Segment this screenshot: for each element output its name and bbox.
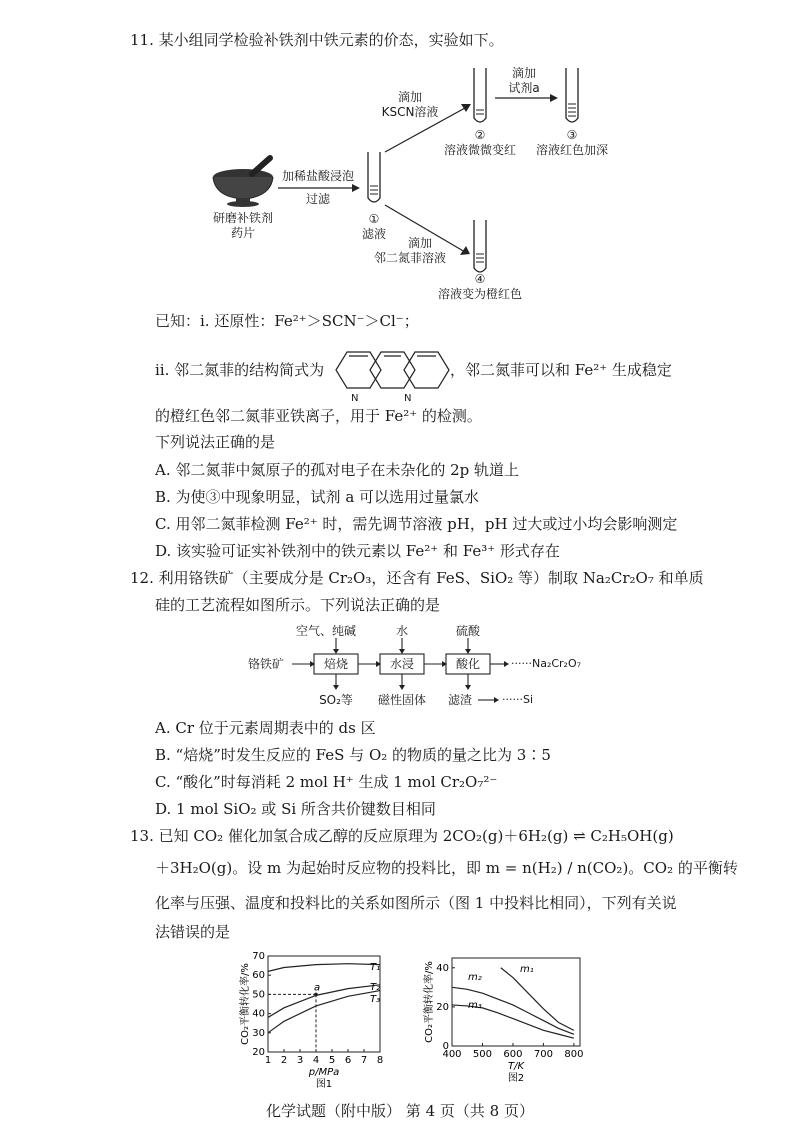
y-tick-label: 50 bbox=[252, 989, 265, 1001]
q13-stem-2: ＋3H₂O(g)。设 m 为起始时反应物的投料比，即 m = n(H₂) / n(CO₂)。CO₂ 的平衡转 bbox=[155, 859, 738, 877]
flow-output: ······Na₂Cr₂O₇ bbox=[511, 657, 582, 670]
q12-stem-2: 硅的工艺流程如图所示。下列说法正确的是 bbox=[155, 596, 441, 614]
y-axis-label: CO₂平衡转化率/% bbox=[240, 963, 251, 1045]
flow-box-1: 焙烧 bbox=[323, 657, 349, 671]
reagent-a-label-1: 滴加 bbox=[511, 66, 537, 80]
x-tick-label: 8 bbox=[376, 1055, 384, 1066]
y-tick-label: 40 bbox=[252, 1008, 265, 1020]
tube1-number: ① bbox=[368, 212, 380, 226]
q11-option-a: A. 邻二氮菲中氮原子的孤对电子在未杂化的 2p 轨道上 bbox=[155, 461, 520, 479]
x-axis-label: T/K bbox=[507, 1061, 525, 1072]
flow-bottom-3: 滤渣 bbox=[447, 693, 473, 707]
series-line-1 bbox=[268, 964, 380, 972]
series-line-1 bbox=[501, 968, 574, 1031]
series-label-2: T₂ bbox=[370, 982, 381, 993]
flow-input: 铬铁矿 bbox=[248, 657, 285, 671]
tube4-number: ④ bbox=[474, 272, 486, 286]
x-tick-label: 600 bbox=[503, 1049, 523, 1060]
figure-caption: 图2 bbox=[507, 1073, 525, 1084]
q12-option-d: D. 1 mol SiO₂ 或 Si 所含共价键数目相同 bbox=[155, 800, 436, 818]
series-label-3: T₃ bbox=[370, 994, 381, 1005]
x-axis-label: p/MPa bbox=[308, 1067, 340, 1078]
q11-known-2a: ⅱ. 邻二氮菲的结构简式为 bbox=[155, 361, 325, 379]
series-label-1: T₁ bbox=[370, 962, 381, 973]
x-tick-label: 7 bbox=[360, 1055, 368, 1066]
y-axis-label: CO₂平衡转化率/% bbox=[424, 961, 435, 1043]
page-footer: 化学试题（附中版） 第 4 页（共 8 页） bbox=[266, 1102, 534, 1120]
point-a-label: a bbox=[314, 982, 321, 994]
x-tick-label: 6 bbox=[344, 1055, 352, 1066]
test-tube-2-icon bbox=[474, 68, 486, 122]
phen-label-2: 邻二氮菲溶液 bbox=[373, 251, 447, 265]
y-tick-label: 20 bbox=[252, 1047, 265, 1058]
tube3-number: ③ bbox=[566, 128, 578, 142]
tube4-label: 溶液变为橙红色 bbox=[437, 287, 523, 301]
tube3-label: 溶液红色加深 bbox=[535, 143, 609, 157]
tube1-label: 滤液 bbox=[361, 227, 387, 241]
series-label-2: m₂ bbox=[468, 972, 482, 983]
q13-stem-4: 法错误的是 bbox=[155, 923, 231, 941]
test-tube-4-icon bbox=[474, 220, 486, 272]
flow-top-3: 硫酸 bbox=[455, 624, 481, 638]
kscn-label-2: KSCN溶液 bbox=[381, 105, 439, 119]
structure-n2: N bbox=[404, 393, 412, 404]
y-tick-label: 70 bbox=[252, 951, 265, 962]
q11-known-2b: ，邻二氮菲可以和 Fe²⁺ 生成稳定 bbox=[450, 361, 672, 379]
series-label-1: m₁ bbox=[520, 964, 534, 975]
figure-2-chart bbox=[420, 950, 590, 1095]
series-line-3 bbox=[268, 991, 380, 1033]
y-tick-label: 40 bbox=[436, 962, 449, 974]
y-tick-label: 20 bbox=[436, 1001, 449, 1013]
kscn-label-1: 滴加 bbox=[397, 90, 423, 104]
x-tick-label: 4 bbox=[312, 1055, 320, 1066]
x-tick-label: 1 bbox=[264, 1055, 272, 1066]
tube2-number: ② bbox=[474, 128, 486, 142]
q11-ask: 下列说法正确的是 bbox=[155, 433, 276, 451]
flow-box-2: 水浸 bbox=[389, 657, 415, 671]
flow-top-2: 水 bbox=[395, 624, 409, 638]
flow-box-3: 酸化 bbox=[455, 657, 481, 671]
mortar-pestle-icon bbox=[213, 158, 273, 207]
q12-option-c: C. “酸化”时每消耗 2 mol H⁺ 生成 1 mol Cr₂O₇²⁻ bbox=[155, 773, 498, 791]
flow-bottom-1: SO₂等 bbox=[319, 693, 353, 707]
flow-top-1: 空气、纯碱 bbox=[295, 624, 357, 638]
series-line-2 bbox=[268, 985, 380, 1018]
y-tick-label: 0 bbox=[442, 1041, 449, 1052]
q12-stem-1: 12. 利用铬铁矿（主要成分是 Cr₂O₃，还含有 FeS、SiO₂ 等）制取 Na₂Cr₂O₇ 和单质 bbox=[130, 569, 704, 587]
test-tube-1-icon bbox=[368, 152, 380, 202]
q11-known-2c: 的橙红色邻二氮菲亚铁离子，用于 Fe²⁺ 的检测。 bbox=[155, 407, 482, 425]
x-tick-label: 2 bbox=[280, 1055, 288, 1066]
x-tick-label: 800 bbox=[564, 1049, 584, 1060]
arrow-top-label: 加稀盐酸浸泡 bbox=[281, 169, 355, 183]
series-label-3: m₃ bbox=[468, 1000, 482, 1011]
x-tick-label: 5 bbox=[328, 1055, 336, 1066]
figure-caption: 图1 bbox=[315, 1079, 333, 1090]
q11-option-c: C. 用邻二氮菲检测 Fe²⁺ 时，需先调节溶液 pH，pH 过大或过小均会影响测定 bbox=[155, 515, 678, 533]
structure-n1: N bbox=[351, 393, 359, 404]
x-tick-label: 500 bbox=[472, 1049, 493, 1060]
q12-option-b: B. “焙烧”时发生反应的 FeS 与 O₂ 的物质的量之比为 3∶5 bbox=[155, 746, 551, 764]
q13-stem-3: 化率与压强、温度和投料比的关系如图所示（图 1 中投料比相同），下列有关说 bbox=[155, 894, 677, 912]
flow-bottom-2: 磁性固体 bbox=[377, 693, 427, 707]
figure-1-chart bbox=[232, 950, 392, 1095]
reagent-a-label-2: 试剂a bbox=[508, 81, 540, 95]
flow-bottom-3-out: ······Si bbox=[502, 693, 534, 706]
x-tick-label: 700 bbox=[533, 1049, 553, 1060]
mortar-label-1: 研磨补铁剂 bbox=[212, 211, 274, 225]
q11-stem: 11. 某小组同学检验补铁剂中铁元素的价态，实验如下。 bbox=[130, 31, 504, 49]
q11-known-1: 已知：ⅰ. 还原性：Fe²⁺＞SCN⁻＞Cl⁻； bbox=[155, 312, 419, 330]
test-tube-3-icon bbox=[566, 68, 578, 122]
q11-option-d: D. 该实验可证实补铁剂中的铁元素以 Fe²⁺ 和 Fe³⁺ 形式存在 bbox=[155, 542, 560, 560]
q13-stem-1: 13. 已知 CO₂ 催化加氢合成乙醇的反应原理为 2CO₂(g)＋6H₂(g) ⇌ C₂H₅OH(g) bbox=[130, 827, 674, 845]
arrow-bottom-label: 过滤 bbox=[305, 192, 331, 206]
q12-option-a: A. Cr 位于元素周期表中的 ds 区 bbox=[155, 719, 376, 737]
x-tick-label: 400 bbox=[442, 1049, 462, 1060]
y-tick-label: 30 bbox=[252, 1027, 265, 1039]
q11-option-b: B. 为使③中现象明显，试剂 a 可以选用过量氯水 bbox=[155, 488, 480, 506]
x-tick-label: 3 bbox=[296, 1055, 304, 1066]
tube2-label: 溶液微微变红 bbox=[443, 143, 517, 157]
mortar-label-2: 药片 bbox=[230, 226, 256, 240]
y-tick-label: 60 bbox=[252, 970, 265, 982]
phen-label-1: 滴加 bbox=[407, 236, 433, 250]
